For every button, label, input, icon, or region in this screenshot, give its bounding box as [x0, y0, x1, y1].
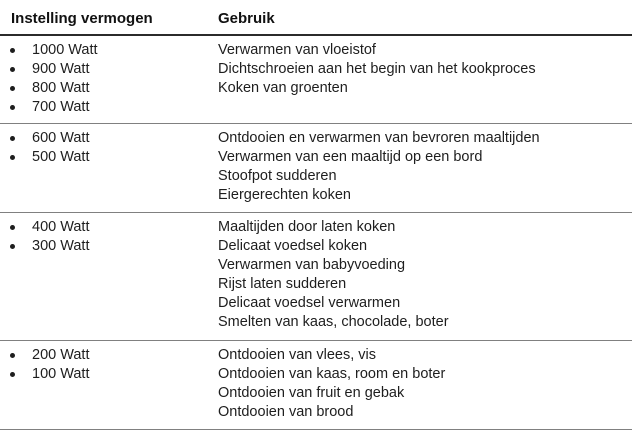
usage-item: Stoofpot sudderen — [218, 168, 337, 184]
power-setting: 600 Watt — [32, 130, 90, 146]
header-usage: Gebruik — [218, 10, 275, 27]
bullet-icon — [10, 244, 15, 249]
usage-item: Ontdooien en verwarmen van bevroren maaltijden — [218, 130, 540, 146]
power-setting: 200 Watt — [32, 347, 90, 363]
list-item — [0, 346, 210, 365]
usage-item: Dichtschroeien aan het begin van het kookproces — [218, 61, 536, 77]
usage-item: Koken van groenten — [218, 80, 348, 96]
table-row — [0, 36, 632, 124]
bullet-icon — [10, 136, 15, 141]
bullet-icon — [10, 48, 15, 53]
bullet-icon — [10, 372, 15, 377]
usage-list — [218, 41, 628, 98]
usage-list — [218, 218, 628, 332]
list-item — [0, 60, 210, 79]
power-setting: 300 Watt — [32, 238, 90, 254]
usage-item: Rijst laten sudderen — [218, 276, 347, 292]
power-setting-list — [0, 346, 210, 384]
power-setting: 400 Watt — [32, 219, 90, 235]
usage-item: Eiergerechten koken — [218, 187, 351, 203]
usage-item: Ontdooien van fruit en gebak — [218, 385, 405, 401]
usage-list — [218, 129, 628, 205]
power-setting-list — [0, 218, 210, 256]
list-item — [0, 218, 210, 237]
usage-item: Verwarmen van babyvoeding — [218, 257, 406, 273]
bullet-icon — [10, 86, 15, 91]
list-item — [0, 41, 210, 60]
bullet-icon — [10, 105, 15, 110]
table-row — [0, 213, 632, 341]
bullet-icon — [10, 353, 15, 358]
list-item — [0, 98, 210, 117]
table-row — [0, 341, 632, 430]
list-item — [0, 129, 210, 148]
usage-item: Delicaat voedsel koken — [218, 238, 368, 254]
list-item — [0, 79, 210, 98]
power-setting: 700 Watt — [32, 99, 90, 115]
power-setting-list — [0, 41, 210, 117]
usage-item: Ontdooien van brood — [218, 404, 354, 420]
list-item — [0, 148, 210, 167]
usage-item: Delicaat voedsel verwarmen — [218, 295, 401, 311]
power-setting: 100 Watt — [32, 366, 90, 382]
power-setting: 1000 Watt — [32, 42, 98, 58]
power-setting: 800 Watt — [32, 80, 90, 96]
usage-item: Verwarmen van een maaltijd op een bord — [218, 149, 483, 165]
usage-item: Maaltijden door laten koken — [218, 219, 396, 235]
table-row — [0, 124, 632, 213]
bullet-icon — [10, 155, 15, 160]
usage-item: Ontdooien van vlees, vis — [218, 347, 376, 363]
power-setting-list — [0, 129, 210, 167]
power-setting: 500 Watt — [32, 149, 90, 165]
usage-item: Verwarmen van vloeistof — [218, 42, 376, 58]
usage-item: Smelten van kaas, chocolade, boter — [218, 314, 449, 330]
usage-item: Ontdooien van kaas, room en boter — [218, 366, 446, 382]
header-setting: Instelling vermogen — [11, 10, 153, 27]
bullet-icon — [10, 225, 15, 230]
power-setting: 900 Watt — [32, 61, 90, 77]
bullet-icon — [10, 67, 15, 72]
usage-list — [218, 346, 628, 422]
list-item — [0, 365, 210, 384]
table-header — [0, 0, 632, 36]
list-item — [0, 237, 210, 256]
